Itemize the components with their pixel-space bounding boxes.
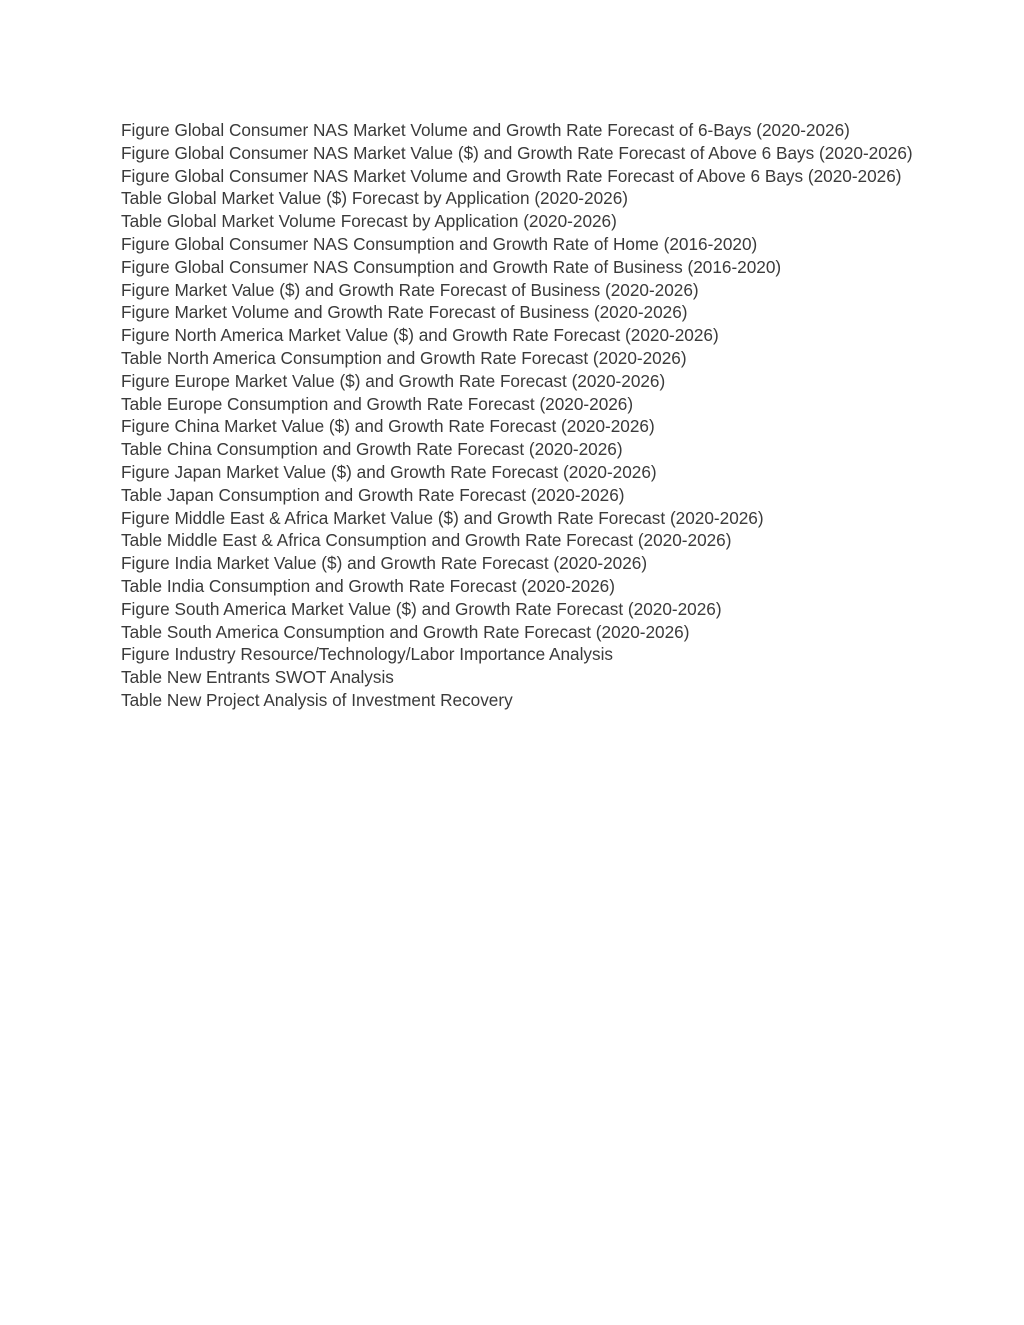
list-item: Figure Market Value ($) and Growth Rate Forecast of Business (2020-2026)	[121, 279, 699, 300]
list-item: Table Japan Consumption and Growth Rate Forecast (2020-2026)	[121, 484, 625, 505]
list-item: Figure Middle East & Africa Market Value ($) and Growth Rate Forecast (2020-2026)	[121, 507, 764, 528]
list-item: Figure China Market Value ($) and Growth Rate Forecast (2020-2026)	[121, 416, 655, 437]
list-item: Figure Global Consumer NAS Consumption and Growth Rate of Business (2016-2020)	[121, 256, 782, 277]
list-item: Figure Global Consumer NAS Market Value ($) and Growth Rate Forecast of Above 6 Bays (2020-2026)	[121, 142, 913, 163]
list-item: Figure Global Consumer NAS Consumption and Growth Rate of Home (2016-2020)	[121, 233, 758, 254]
list-item: Figure Japan Market Value ($) and Growth Rate Forecast (2020-2026)	[121, 461, 657, 482]
list-item: Figure Industry Resource/Technology/Labor Importance Analysis	[121, 644, 614, 665]
list-item: Figure India Market Value ($) and Growth Rate Forecast (2020-2026)	[121, 553, 648, 574]
list-item: Table New Entrants SWOT Analysis	[121, 667, 394, 688]
list-item: Table Global Market Value ($) Forecast by Application (2020-2026)	[121, 188, 628, 209]
list-item: Table Middle East & Africa Consumption and Growth Rate Forecast (2020-2026)	[121, 530, 732, 551]
list-item: Figure South America Market Value ($) and Growth Rate Forecast (2020-2026)	[121, 598, 722, 619]
list-item: Figure Global Consumer NAS Market Volume and Growth Rate Forecast of 6-Bays (2020-2026)	[121, 120, 850, 140]
list-item: Table China Consumption and Growth Rate Forecast (2020-2026)	[121, 439, 623, 460]
list-item: Figure Europe Market Value ($) and Growth Rate Forecast (2020-2026)	[121, 370, 666, 391]
list-item: Table South America Consumption and Growth Rate Forecast (2020-2026)	[121, 621, 690, 642]
list-of-figures-and-tables	[121, 119, 921, 712]
list-item: Figure Market Volume and Growth Rate Forecast of Business (2020-2026)	[121, 302, 688, 323]
list-item: Table Global Market Volume Forecast by Application (2020-2026)	[121, 211, 617, 232]
list-item: Figure North America Market Value ($) and Growth Rate Forecast (2020-2026)	[121, 325, 719, 346]
list-item: Table Europe Consumption and Growth Rate Forecast (2020-2026)	[121, 393, 634, 414]
list-item: Table North America Consumption and Growth Rate Forecast (2020-2026)	[121, 347, 687, 368]
list-item: Table New Project Analysis of Investment Recovery	[121, 689, 513, 710]
list-item: Table India Consumption and Growth Rate Forecast (2020-2026)	[121, 575, 615, 596]
list-item: Figure Global Consumer NAS Market Volume and Growth Rate Forecast of Above 6 Bays (2020-2026)	[121, 165, 902, 186]
